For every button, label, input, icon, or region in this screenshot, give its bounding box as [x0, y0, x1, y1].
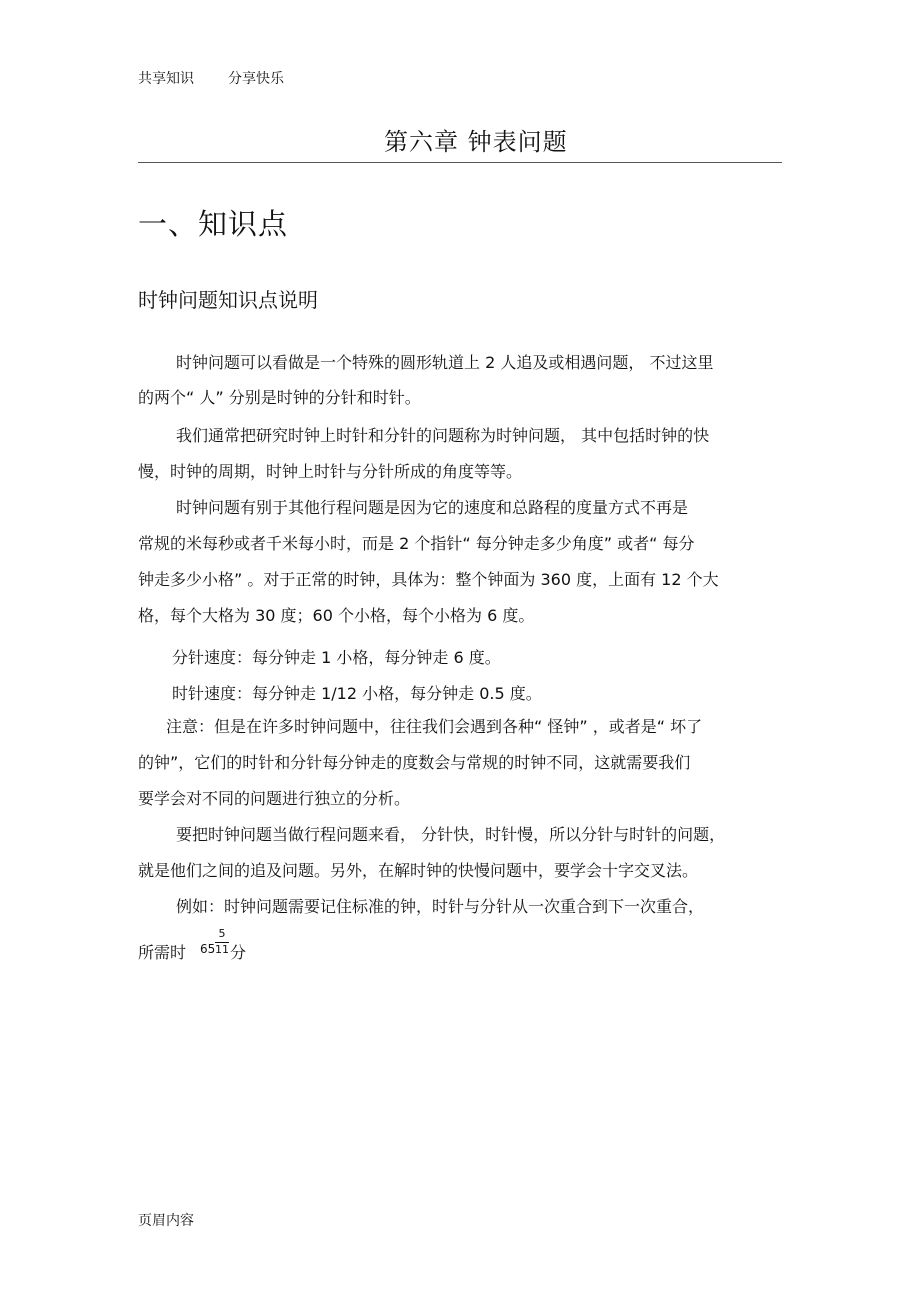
paragraph-line: 要学会对不同的问题进行独立的分析。: [138, 789, 411, 808]
paragraph-line: 常规的米每秒或者千米每小时，而是 2 个指针“ 每分钟走多少角度” 或者“ 每分: [138, 534, 695, 553]
paragraph-line: 我们通常把研究时钟上时针和分针的问题称为时钟问题， 其中包括时钟的快: [176, 426, 710, 445]
paragraph-line: 时钟问题有别于其他行程问题是因为它的速度和总路程的度量方式不再是: [176, 498, 689, 517]
header-right-text: 分享快乐: [228, 71, 284, 87]
fraction-numerator: 5: [218, 927, 226, 940]
paragraph-line: 慢，时钟的周期，时钟上时针与分针所成的角度等等。: [138, 462, 523, 481]
header-left-text: 共享知识: [138, 71, 194, 87]
chapter-title: 第六章 钟表问题: [384, 128, 568, 156]
last-line-suffix: 分: [230, 943, 247, 962]
paragraph-line: 要把时钟问题当做行程问题来看， 分针快，时针慢，所以分针与时针的问题，: [176, 825, 726, 844]
paragraph-line: 注意：但是在许多时钟问题中，往往我们会遇到各种“ 怪钟” ，或者是“ 坏了: [166, 717, 703, 736]
paragraph-line: 的钟”，它们的时针和分针每分钟走的度数会与常规的时钟不同，这就需要我们: [138, 753, 691, 772]
paragraph-line: 分针速度：每分钟走 1 小格，每分钟走 6 度。: [172, 648, 501, 667]
paragraph-line: 时针速度：每分钟走 1/12 小格，每分钟走 0.5 度。: [172, 684, 542, 703]
fraction-denominator: 11: [215, 943, 229, 956]
paragraph-line: 的两个“ 人” 分别是时钟的分针和时针。: [138, 388, 421, 407]
subheading: 时钟问题知识点说明: [138, 288, 318, 312]
paragraph-line: 格，每个大格为 30 度；60 个小格，每个小格为 6 度。: [138, 606, 535, 625]
title-divider: [138, 162, 782, 163]
last-line-prefix: 所需时: [138, 943, 187, 962]
paragraph-line: 例如：时钟问题需要记住标准的钟，时针与分针从一次重合到下一次重合，: [176, 897, 705, 916]
footer-text: 页眉内容: [138, 1213, 194, 1229]
paragraph-line: 就是他们之间的追及问题。另外，在解时钟的快慢问题中，要学会十字交叉法。: [138, 861, 699, 880]
paragraph-line: 钟走多少小格” 。对于正常的时钟，具体为：整个钟面为 360 度，上面有 12 个大: [138, 570, 719, 589]
fraction-whole: 65: [200, 942, 216, 956]
section-heading: 一、知识点: [138, 207, 289, 241]
paragraph-line: 时钟问题可以看做是一个特殊的圆形轨道上 2 人追及或相遇问题， 不过这里: [176, 353, 714, 372]
